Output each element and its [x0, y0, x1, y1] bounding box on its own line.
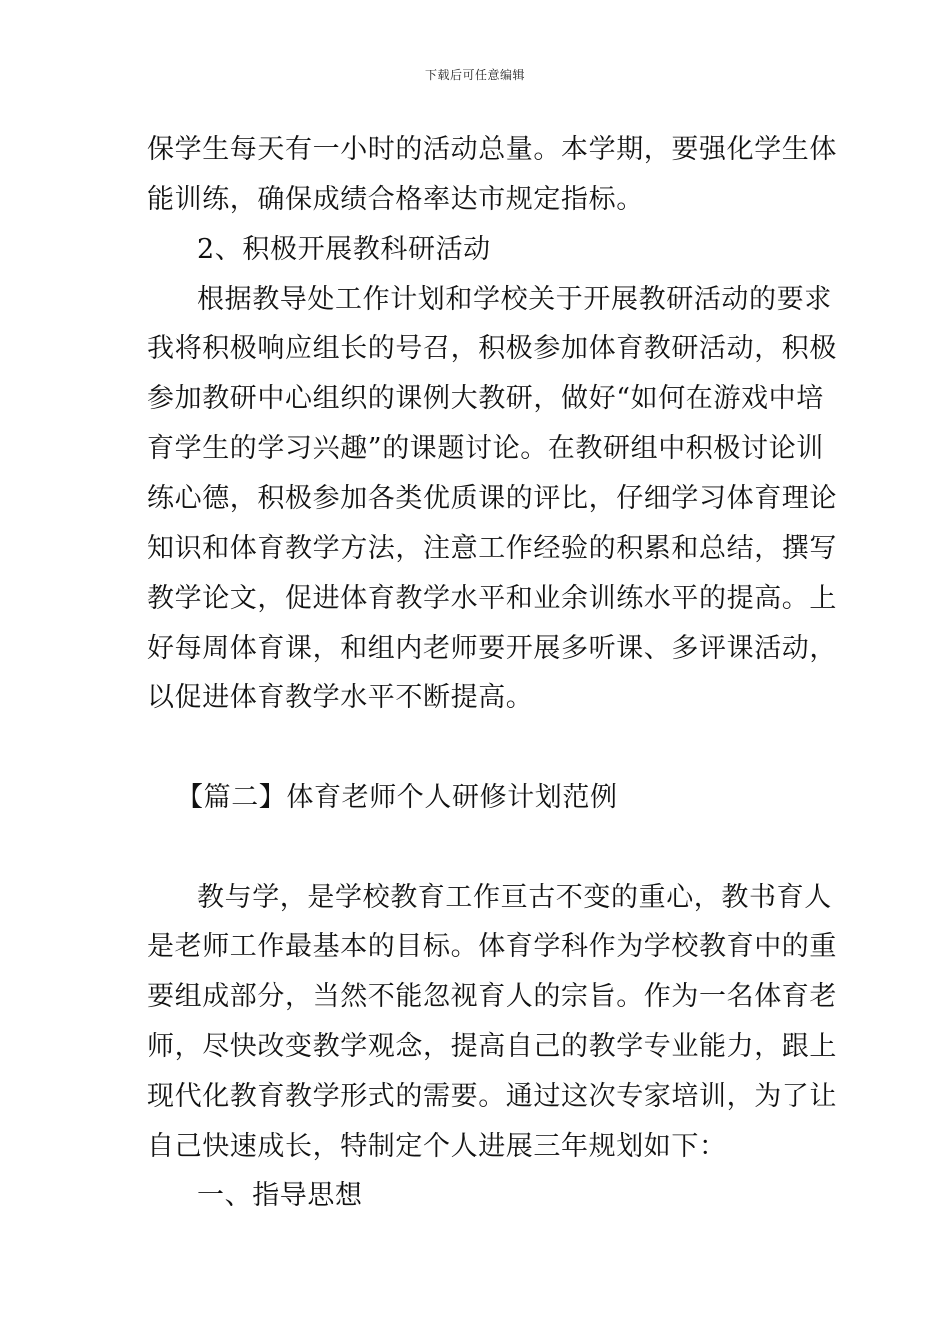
paragraph-line: 练心德，积极参加各类优质课的评比，仔细学习体育理论 — [147, 483, 837, 514]
paragraph-line: 要组成部分，当然不能忽视育人的宗旨。作为一名体育老 — [147, 981, 837, 1012]
paragraph-line: 师，尽快改变教学观念，提高自己的教学专业能力，跟上 — [147, 1031, 837, 1062]
section-heading-guiding-ideas: 一、指导思想 — [197, 1180, 363, 1211]
paragraph-line: 是老师工作最基本的目标。体育学科作为学校教育中的重 — [147, 931, 837, 962]
paragraph-line: 好每周体育课，和组内老师要开展多听课、多评课活动， — [147, 633, 837, 664]
article-section-title: 【篇二】体育老师个人研修计划范例 — [176, 782, 618, 813]
paragraph-line: 教与学，是学校教育工作亘古不变的重心，教书育人 — [197, 882, 832, 913]
paragraph-line: 以促进体育教学水平不断提高。 — [147, 682, 534, 713]
paragraph-line: 自己快速成长，特制定个人进展三年规划如下： — [147, 1131, 727, 1162]
section-heading-2: 2、积极开展教科研活动 — [197, 234, 491, 265]
paragraph-line: 现代化教育教学形式的需要。通过这次专家培训，为了让 — [147, 1081, 837, 1112]
paragraph-line: 教学论文，促进体育教学水平和业余训练水平的提高。上 — [147, 583, 837, 614]
paragraph-line: 保学生每天有一小时的活动总量。本学期，要强化学生体 — [147, 134, 837, 165]
page-header-note: 下载后可任意编辑 — [424, 68, 525, 82]
paragraph-line: 知识和体育教学方法，注意工作经验的积累和总结，撰写 — [147, 533, 837, 564]
paragraph-line: 根据教导处工作计划和学校关于开展教研活动的要求 — [197, 284, 832, 315]
paragraph-line: 能训练，确保成绩合格率达市规定指标。 — [147, 184, 644, 215]
paragraph-line: 育学生的学习兴趣”的课题讨论。在教研组中积极讨论训 — [147, 433, 824, 464]
paragraph-line: 参加教研中心组织的课例大教研，做好“如何在游戏中培 — [147, 383, 824, 414]
paragraph-line: 我将积极响应组长的号召，积极参加体育教研活动，积极 — [147, 333, 837, 364]
